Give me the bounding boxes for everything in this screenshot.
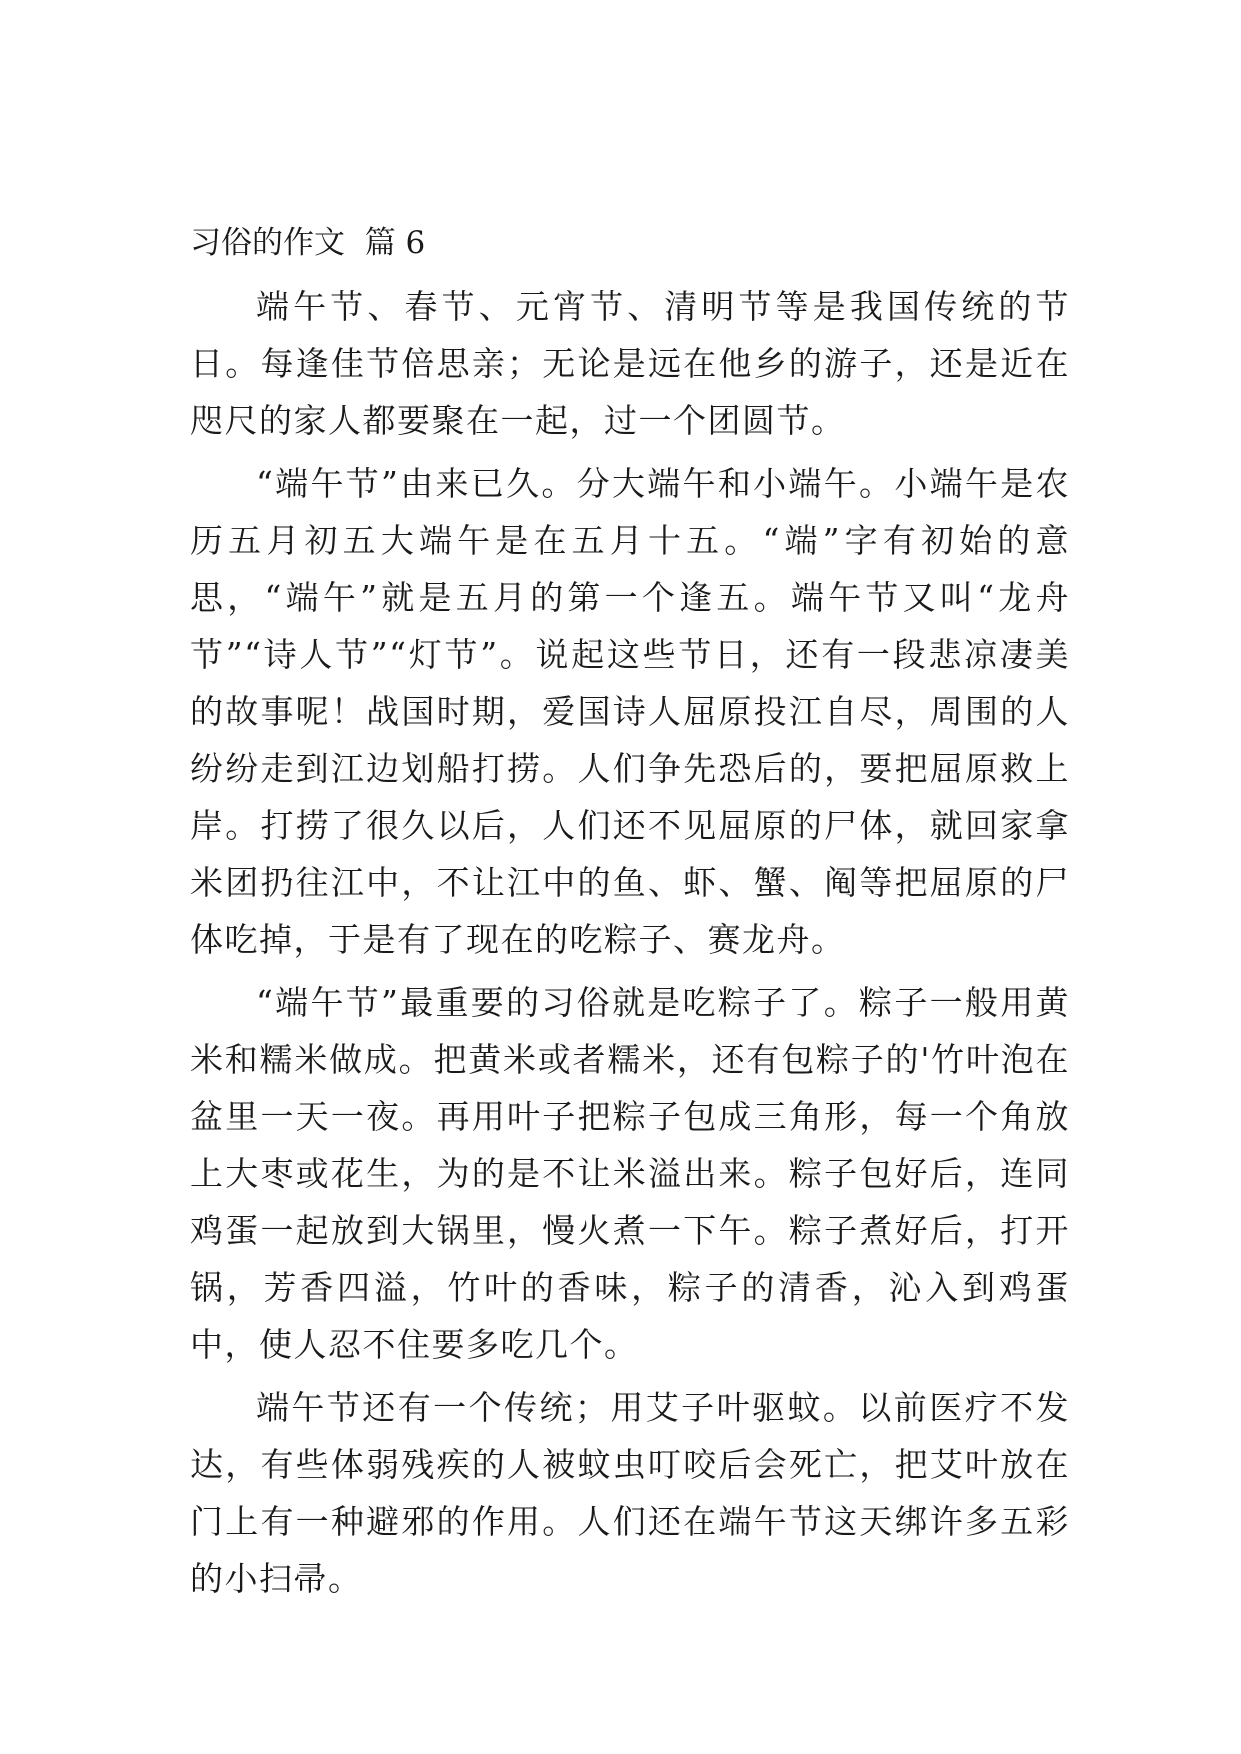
document-title: 习俗的作文 篇 6	[190, 225, 426, 261]
paragraph-intro: 端午节、春节、元宵节、清明节等是我国传统的节日。每逢佳节倍思亲；无论是远在他乡的游子，还是近在咫尺的家人都要聚在一起，过一个团圆节。	[190, 287, 1070, 440]
document-body	[190, 218, 1070, 1613]
paragraph-zongzi: “端午节”最重要的习俗就是吃粽子了。粽子一般用黄米和糯米做成。把黄米或者糯米，还有包粽子的'竹叶泡在盆里一天一夜。再用叶子把粽子包成三角形，每一个角放上大枣或花生，为的是不让米溢出来。粽子包好后，连同鸡蛋一起放到大锅里，慢火煮一下午。粽子煮好后，打开锅，芳香四溢，竹叶的香味，粽子的清香，沁入到鸡蛋中，使人忍不住要多吃几个。	[190, 983, 1070, 1364]
paragraph-mugwort: 端午节还有一个传统；用艾子叶驱蚊。以前医疗不发达，有些体弱残疾的人被蚊虫叮咬后会死亡，把艾叶放在门上有一种避邪的作用。人们还在端午节这天绑许多五彩的小扫帚。	[190, 1388, 1070, 1598]
paragraph-origin: “端午节”由来已久。分大端午和小端午。小端午是农历五月初五大端午是在五月十五。“端”字有初始的意思，“端午”就是五月的第一个逢五。端午节又叫“龙舟节”“诗人节”“灯节”。说起这些节日，还有一段悲凉凄美的故事呢！战国时期，爱国诗人屈原投江自尽，周围的人纷纷走到江边划船打捞。人们争先恐后的，要把屈原救上岸。打捞了很久以后，人们还不见屈原的尸体，就回家拿米团扔往江中，不让江中的鱼、虾、蟹、阄等把屈原的尸体吃掉，于是有了现在的吃粽子、赛龙舟。	[190, 464, 1070, 959]
